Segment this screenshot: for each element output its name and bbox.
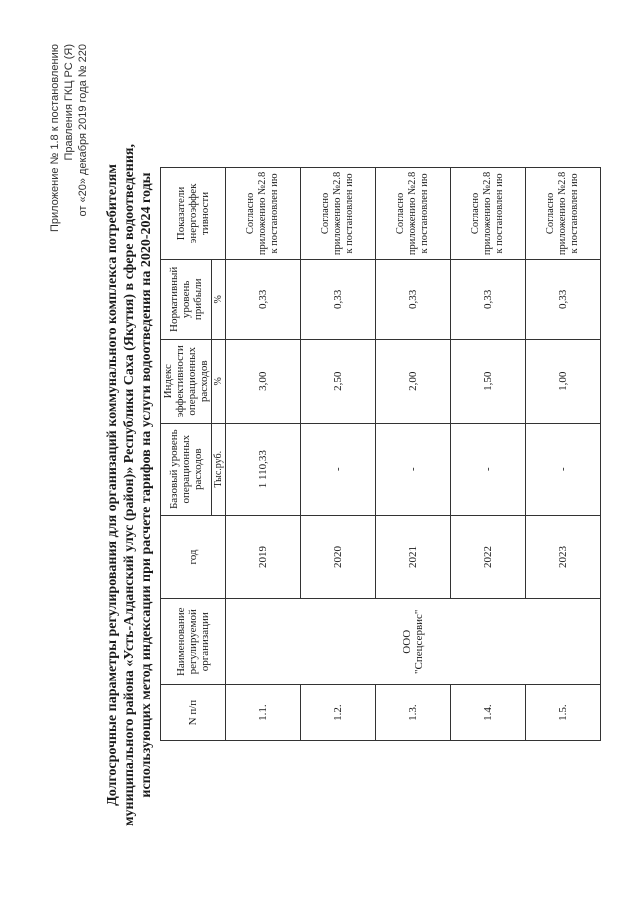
cell-year: 2022 xyxy=(451,515,526,599)
cell-norm: 0,33 xyxy=(301,259,376,339)
title-line-2: муниципального района «Усть-Алданский улус (район)» Республики Саха (Якутия) в сфере водоотведения, xyxy=(122,144,137,826)
cell-energy: Согласно приложению №2.8 к постановлен ию xyxy=(451,168,526,260)
cell-index: 2,50 xyxy=(301,339,376,423)
cell-organization: ООО "Спецсервис" xyxy=(226,599,601,685)
table-row xyxy=(226,168,301,741)
annex-line-1: Приложение № 1.8 к постановлению xyxy=(49,44,61,233)
cell-year: 2021 xyxy=(376,515,451,599)
cell-norm: 0,33 xyxy=(226,259,301,339)
cell-energy: Согласно приложению №2.8 к постановлен ию xyxy=(376,168,451,260)
header-base: Базовый уровень операционных расходов xyxy=(161,423,212,515)
cell-index: 3,00 xyxy=(226,339,301,423)
cell-num: 1.4. xyxy=(451,685,526,741)
cell-base: 1 110,33 xyxy=(226,423,301,515)
cell-num: 1.2. xyxy=(301,685,376,741)
cell-base: - xyxy=(526,423,601,515)
annex-header xyxy=(48,44,90,232)
annex-line-2: Правления ГКЦ РС (Я) xyxy=(63,44,75,161)
header-num: N п/п xyxy=(161,685,226,741)
cell-index: 1,00 xyxy=(526,339,601,423)
cell-energy: Согласно приложению №2.8 к постановлен ию xyxy=(526,168,601,260)
cell-index: 1,50 xyxy=(451,339,526,423)
header-row xyxy=(161,168,212,741)
unit-index: % xyxy=(212,339,226,423)
cell-norm: 0,33 xyxy=(451,259,526,339)
parameters-table xyxy=(160,167,601,741)
header-year: год xyxy=(161,515,226,599)
cell-num: 1.5. xyxy=(526,685,601,741)
cell-year: 2020 xyxy=(301,515,376,599)
cell-norm: 0,33 xyxy=(526,259,601,339)
cell-year: 2019 xyxy=(226,515,301,599)
cell-base: - xyxy=(451,423,526,515)
cell-num: 1.3. xyxy=(376,685,451,741)
title-line-3: использующих метод индексации при расчете тарифов на услуги водоотведения на 2020-2024 годы xyxy=(139,172,154,798)
unit-norm: % xyxy=(212,259,226,339)
header-energy: Показатели энергоэффек тивности xyxy=(161,168,226,260)
header-index: Индекс эффективности операционных расходов xyxy=(161,339,212,423)
unit-base: Тыс.руб. xyxy=(212,423,226,515)
cell-energy: Согласно приложению №2.8 к постановлен ию xyxy=(226,168,301,260)
cell-year: 2023 xyxy=(526,515,601,599)
cell-norm: 0,33 xyxy=(376,259,451,339)
cell-num: 1.1. xyxy=(226,685,301,741)
cell-energy: Согласно приложению №2.8 к постановлен ию xyxy=(301,168,376,260)
annex-line-3: от «20» декабря 2019 года № 220 xyxy=(77,44,89,217)
header-norm: Нормативный уровень прибыли xyxy=(161,259,212,339)
document-title xyxy=(104,105,155,865)
cell-base: - xyxy=(376,423,451,515)
cell-index: 2,00 xyxy=(376,339,451,423)
header-org: Наименование регулируемой организации xyxy=(161,599,226,685)
title-line-1: Долгосрочные параметры регулирования для организаций коммунального комплекса потребителям xyxy=(105,164,120,806)
cell-base: - xyxy=(301,423,376,515)
